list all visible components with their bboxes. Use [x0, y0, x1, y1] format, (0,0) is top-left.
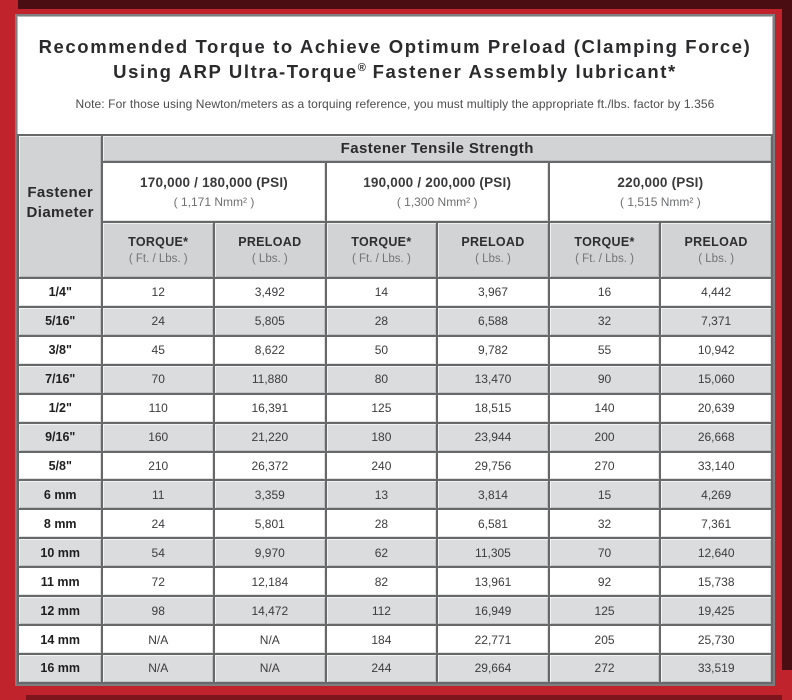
- row-label: 1/2": [18, 394, 102, 423]
- preload-label: PRELOAD: [684, 235, 748, 249]
- preload-label: PRELOAD: [461, 235, 525, 249]
- preload-header-2: [437, 222, 549, 278]
- table-cell: 21,220: [214, 423, 326, 452]
- table-cell: 12: [102, 278, 214, 307]
- row-label: 7/16": [18, 365, 102, 394]
- row-label: 10 mm: [18, 538, 102, 567]
- table-cell: 3,359: [214, 480, 326, 509]
- preload-header-3: [660, 222, 772, 278]
- psi-group-190-label: 190,000 / 200,000 (PSI): [363, 175, 512, 190]
- table-cell: 10,942: [660, 336, 772, 365]
- table-body: [18, 278, 772, 683]
- table-cell: 11: [102, 480, 214, 509]
- row-label: 8 mm: [18, 509, 102, 538]
- table-cell: 210: [102, 452, 214, 481]
- preload-unit: ( Lbs. ): [475, 253, 511, 265]
- table-cell: 25,730: [660, 625, 772, 654]
- row-label: 16 mm: [18, 654, 102, 683]
- table-cell: 200: [549, 423, 661, 452]
- psi-group-170-label: 170,000 / 180,000 (PSI): [140, 175, 288, 190]
- torque-header-2: [326, 222, 438, 278]
- table-cell: 70: [102, 365, 214, 394]
- psi-group-170-nmm: ( 1,171 Nmm² ): [173, 195, 255, 209]
- table-cell: 20,639: [660, 394, 772, 423]
- table-cell: 4,442: [660, 278, 772, 307]
- psi-group-190: [326, 162, 549, 222]
- table-cell: 18,515: [437, 394, 549, 423]
- table-cell: 7,371: [660, 307, 772, 336]
- table-row: [18, 509, 772, 538]
- table-cell: 3,492: [214, 278, 326, 307]
- row-label: 5/8": [18, 452, 102, 481]
- table-cell: 9,970: [214, 538, 326, 567]
- table-cell: 15: [549, 480, 661, 509]
- table-cell: 270: [549, 452, 661, 481]
- page-title-line1: Recommended Torque to Achieve Optimum Preload (Clamping Force): [38, 35, 752, 57]
- title-block: [17, 16, 773, 134]
- psi-header-row: [18, 162, 772, 222]
- table-row: [18, 307, 772, 336]
- psi-group-220: [549, 162, 772, 222]
- photo-edge-bottom: [26, 695, 782, 700]
- title-line2-pre: Using ARP Ultra-Torque: [113, 60, 358, 82]
- table-row: [18, 625, 772, 654]
- table-cell: 15,060: [660, 365, 772, 394]
- row-label: 12 mm: [18, 596, 102, 625]
- table-row: [18, 394, 772, 423]
- table-cell: N/A: [102, 654, 214, 683]
- table-cell: 54: [102, 538, 214, 567]
- preload-unit: ( Lbs. ): [251, 253, 288, 265]
- psi-group-190-nmm: ( 1,300 Nmm² ): [396, 195, 478, 209]
- table-row: [18, 365, 772, 394]
- torque-preload-header-row: [18, 222, 772, 278]
- table-cell: N/A: [102, 625, 214, 654]
- table-cell: 11,305: [437, 538, 549, 567]
- table-cell: 8,622: [214, 336, 326, 365]
- table-cell: 272: [549, 654, 661, 683]
- table-cell: 26,372: [214, 452, 326, 481]
- torque-header-3: [549, 222, 661, 278]
- table-cell: 11,880: [214, 365, 326, 394]
- psi-group-170: [102, 162, 325, 222]
- table-cell: 244: [326, 654, 438, 683]
- table-cell: 184: [326, 625, 438, 654]
- table-cell: 29,664: [437, 654, 549, 683]
- registered-mark: ®: [357, 61, 366, 74]
- torque-header-1: [102, 222, 214, 278]
- table-cell: 32: [549, 509, 661, 538]
- table-cell: 13,470: [437, 365, 549, 394]
- table-cell: 90: [549, 365, 661, 394]
- row-label: 9/16": [18, 423, 102, 452]
- table-cell: N/A: [214, 654, 326, 683]
- table-cell: 9,782: [437, 336, 549, 365]
- corner-line1: Fastener: [27, 184, 94, 201]
- table-cell: 112: [326, 596, 438, 625]
- table-cell: 12,640: [660, 538, 772, 567]
- table-row: [18, 452, 772, 481]
- table-cell: 29,756: [437, 452, 549, 481]
- table-cell: 24: [102, 509, 214, 538]
- torque-label: TORQUE*: [351, 235, 412, 249]
- table-cell: 80: [326, 365, 438, 394]
- row-label: 5/16": [18, 307, 102, 336]
- table-cell: 6,581: [437, 509, 549, 538]
- note-text: Note: For those using Newton/meters as a torquing reference, you must multiply the appropriate ft./lbs. factor by 1.356: [75, 97, 715, 112]
- table-row: [18, 567, 772, 596]
- table-row: [18, 654, 772, 683]
- table-row: [18, 336, 772, 365]
- table-wrap: [17, 134, 773, 684]
- torque-unit: ( Ft. / Lbs. ): [128, 253, 188, 265]
- psi-group-220-label: 220,000 (PSI): [617, 175, 704, 190]
- table-cell: 28: [326, 509, 438, 538]
- preload-unit: ( Lbs. ): [698, 253, 735, 265]
- torque-label: TORQUE*: [128, 235, 189, 249]
- table-cell: 5,801: [214, 509, 326, 538]
- table-row: [18, 278, 772, 307]
- row-label: 1/4": [18, 278, 102, 307]
- table-cell: 125: [326, 394, 438, 423]
- preload-header-1: [214, 222, 326, 278]
- table-cell: 72: [102, 567, 214, 596]
- table-row: [18, 596, 772, 625]
- table-row: [18, 538, 772, 567]
- table-cell: 55: [549, 336, 661, 365]
- table-cell: 13,961: [437, 567, 549, 596]
- table-cell: 205: [549, 625, 661, 654]
- torque-unit: ( Ft. / Lbs. ): [351, 253, 411, 265]
- table-cell: 22,771: [437, 625, 549, 654]
- table-cell: 7,361: [660, 509, 772, 538]
- tensile-strength-header: Fastener Tensile Strength: [102, 135, 772, 162]
- table-cell: 4,269: [660, 480, 772, 509]
- table-cell: 3,814: [437, 480, 549, 509]
- table-cell: 62: [326, 538, 438, 567]
- torque-table: [17, 134, 773, 684]
- table-cell: 26,668: [660, 423, 772, 452]
- table-cell: 82: [326, 567, 438, 596]
- table-cell: N/A: [214, 625, 326, 654]
- corner-line2: Diameter: [26, 203, 94, 221]
- table-cell: 50: [326, 336, 438, 365]
- table-cell: 14: [326, 278, 438, 307]
- table-cell: 110: [102, 394, 214, 423]
- row-label: 14 mm: [18, 625, 102, 654]
- table-cell: 92: [549, 567, 661, 596]
- table-cell: 70: [549, 538, 661, 567]
- table-cell: 23,944: [437, 423, 549, 452]
- table-cell: 13: [326, 480, 438, 509]
- table-cell: 240: [326, 452, 438, 481]
- psi-group-220-nmm: ( 1,515 Nmm² ): [620, 195, 701, 209]
- photo-edge-right: [782, 6, 792, 670]
- table-cell: 24: [102, 307, 214, 336]
- tensile-strength-row: [18, 135, 772, 162]
- table-cell: 16: [549, 278, 661, 307]
- table-head: [18, 135, 772, 278]
- table-cell: 16,391: [214, 394, 326, 423]
- table-cell: 98: [102, 596, 214, 625]
- table-cell: 16,949: [437, 596, 549, 625]
- table-cell: 32: [549, 307, 661, 336]
- title-line2-post: Fastener Assembly lubricant*: [365, 60, 677, 82]
- table-cell: 33,519: [660, 654, 772, 683]
- torque-unit: ( Ft. / Lbs. ): [575, 253, 634, 265]
- row-label: 6 mm: [18, 480, 102, 509]
- table-cell: 15,738: [660, 567, 772, 596]
- corner-header: [18, 135, 102, 278]
- table-row: [18, 423, 772, 452]
- table-cell: 5,805: [214, 307, 326, 336]
- table-cell: 6,588: [437, 307, 549, 336]
- row-label: 11 mm: [18, 567, 102, 596]
- table-cell: 28: [326, 307, 438, 336]
- table-cell: 160: [102, 423, 214, 452]
- table-cell: 3,967: [437, 278, 549, 307]
- table-cell: 14,472: [214, 596, 326, 625]
- row-label: 3/8": [18, 336, 102, 365]
- page-title-line2: [113, 60, 677, 85]
- table-cell: 140: [549, 394, 661, 423]
- table-cell: 180: [326, 423, 438, 452]
- content-panel: [15, 14, 775, 686]
- table-cell: 19,425: [660, 596, 772, 625]
- preload-label: PRELOAD: [238, 235, 302, 249]
- table-row: [18, 480, 772, 509]
- table-cell: 125: [549, 596, 661, 625]
- table-cell: 45: [102, 336, 214, 365]
- table-cell: 33,140: [660, 452, 772, 481]
- table-cell: 12,184: [214, 567, 326, 596]
- photo-edge-top: [18, 0, 792, 9]
- torque-label: TORQUE*: [574, 235, 635, 249]
